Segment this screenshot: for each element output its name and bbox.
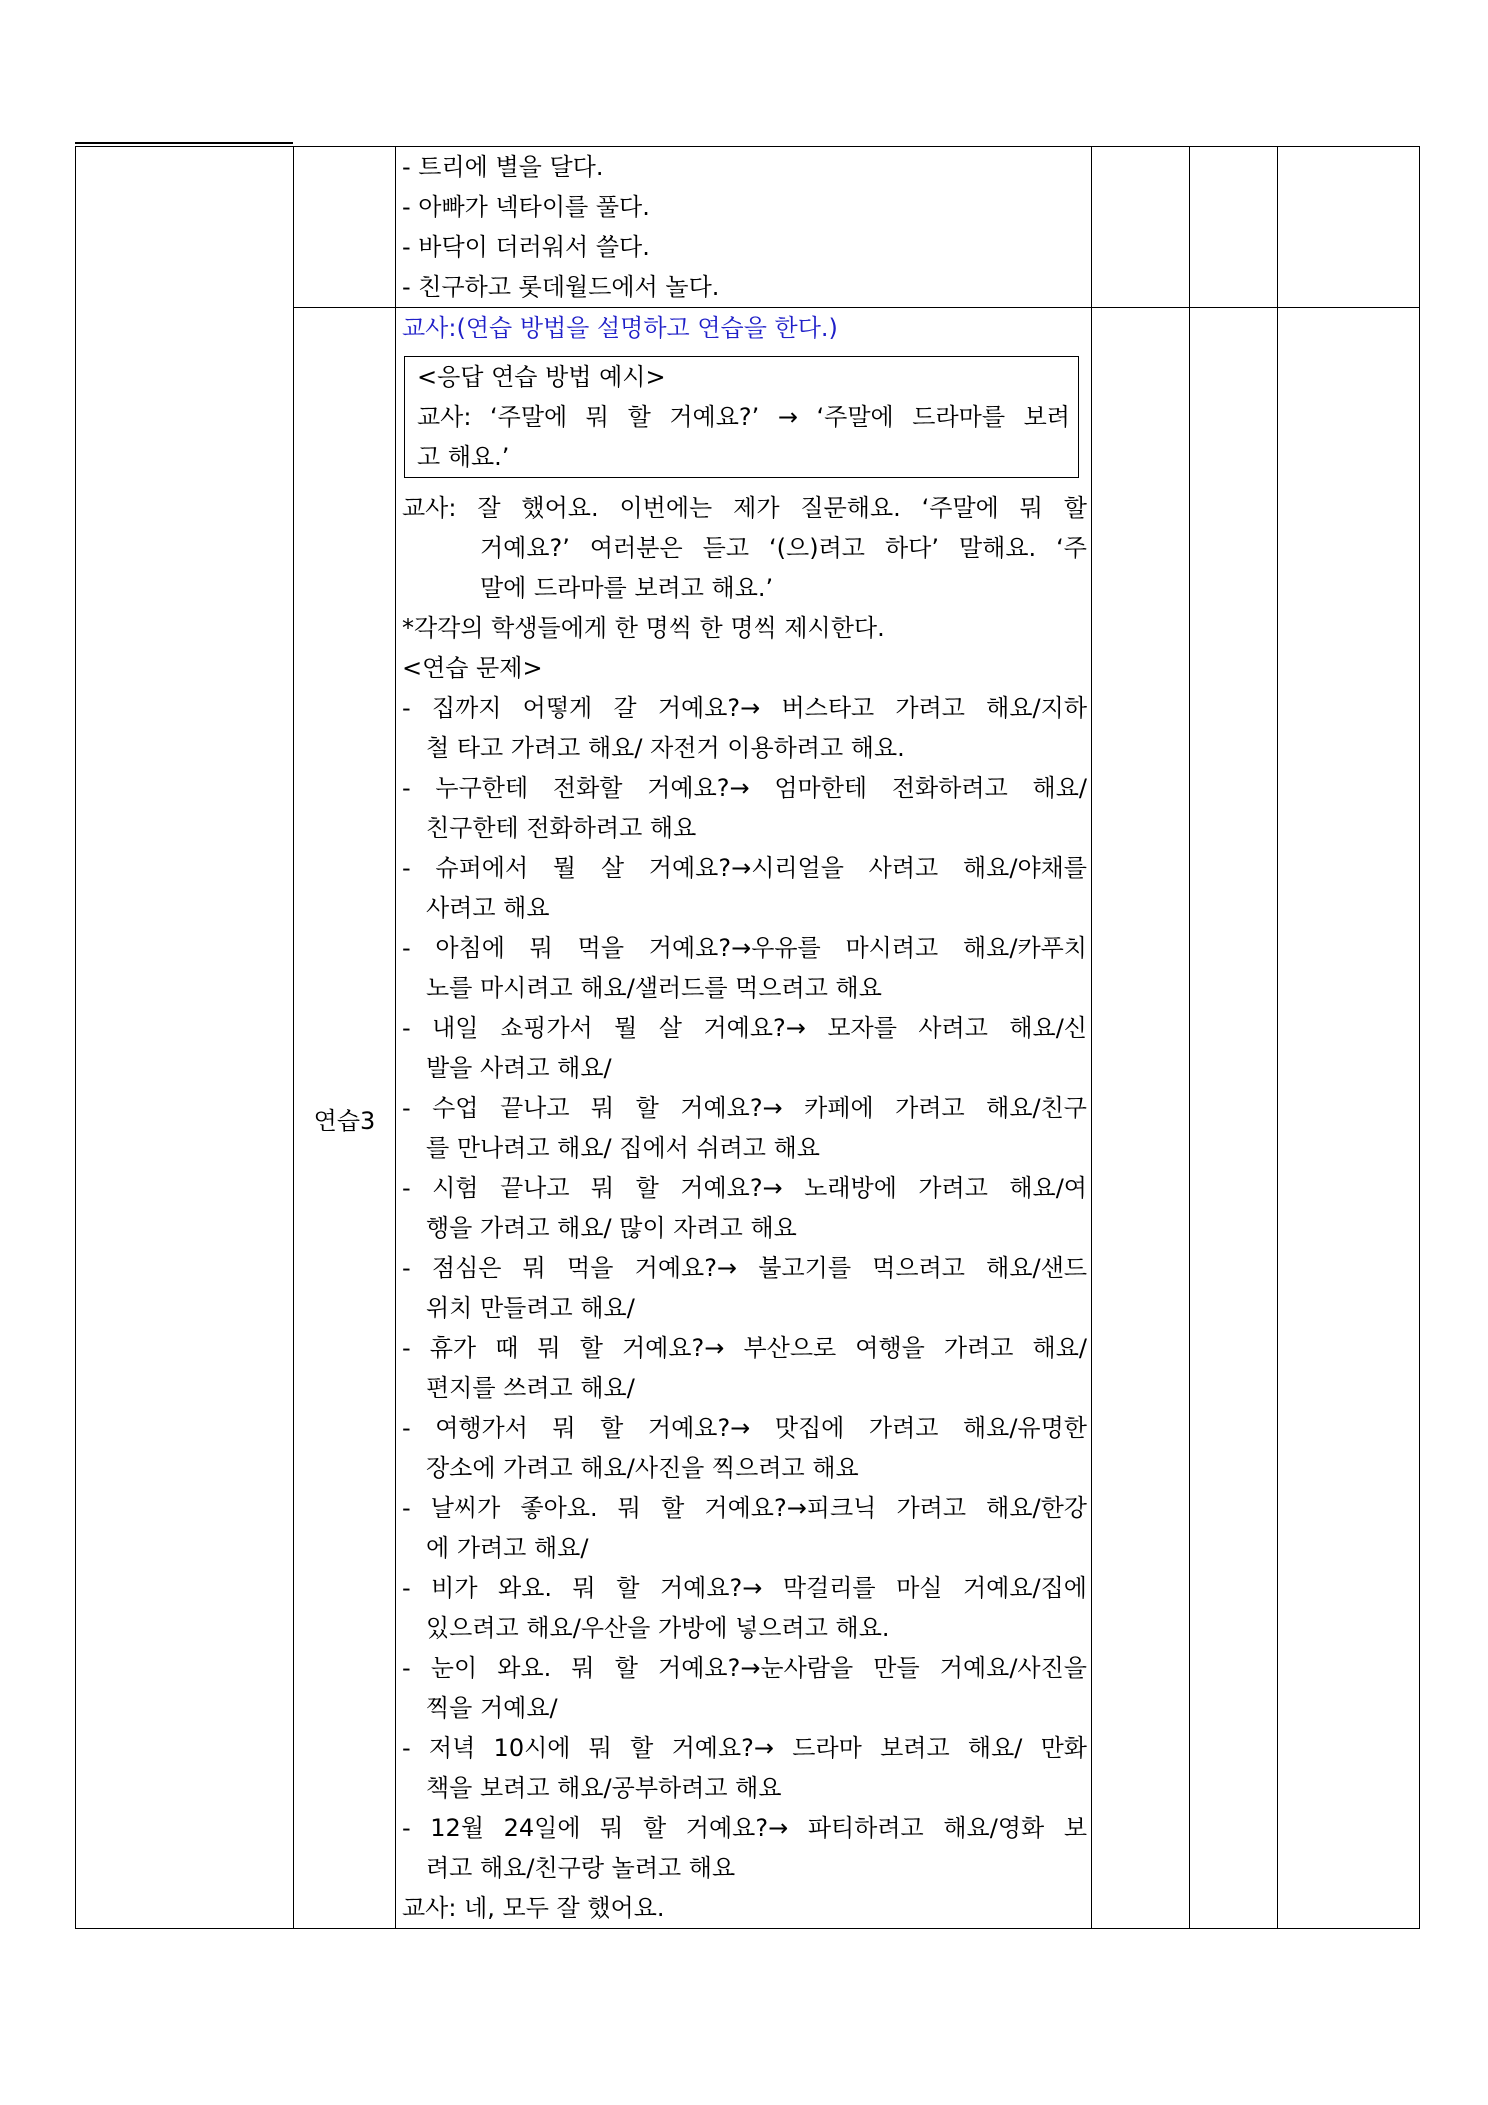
practice-item-line: - 날씨가 좋아요. 뭐 할 거예요?→피크닉 가려고 해요/한강 — [402, 1494, 1087, 1522]
practice-item — [402, 1488, 1087, 1568]
practice-item — [402, 928, 1087, 1008]
practice-item — [402, 848, 1087, 928]
content-cell-practice3 — [396, 308, 1092, 1929]
practice-item — [402, 1168, 1087, 1248]
time-cell — [1092, 308, 1190, 1929]
practice-item-line: 사려고 해요 — [426, 894, 550, 922]
practice-title: <연습 문제> — [402, 654, 543, 682]
practice-item-line: - 아침에 뭐 먹을 거예요?→우유를 마시려고 해요/카푸치 — [402, 934, 1087, 962]
practice-item — [402, 1328, 1087, 1408]
practice-item — [402, 688, 1087, 768]
practice-item-line: - 12월 24일에 뭐 할 거예요?→ 파티하려고 해요/영화 보 — [402, 1814, 1087, 1842]
practice-item-line: 장소에 가려고 해요/사진을 찍으려고 해요 — [426, 1454, 859, 1482]
page-top-rule — [75, 142, 293, 144]
time-cell — [1092, 147, 1190, 308]
instruction-text: 교사:(연습 방법을 설명하고 연습을 한다.) — [402, 314, 838, 342]
practice-item-line: - 수업 끝나고 뭐 할 거예요?→ 카페에 가려고 해요/친구 — [402, 1094, 1087, 1122]
example-box-line: 교사: ‘주말에 뭐 할 거예요?’ → ‘주말에 드라마를 보려 — [417, 403, 1070, 431]
practice-item-line: 에 가려고 해요/ — [426, 1534, 589, 1562]
example-box-line: 고 해요.’ — [417, 443, 510, 471]
practice-item-line: - 휴가 때 뭐 할 거예요?→ 부산으로 여행을 가려고 해요/ — [402, 1334, 1087, 1362]
closing-line: 교사: 네, 모두 잘 했어요. — [402, 1894, 665, 1922]
practice-item-line: 찍을 거예요/ — [426, 1694, 558, 1722]
example-box — [404, 356, 1079, 478]
sentence-item: - 아빠가 넥타이를 풀다. — [402, 193, 650, 221]
practice-item-line: - 누구한테 전화할 거예요?→ 엄마한테 전화하려고 해요/ — [402, 774, 1087, 802]
practice-item — [402, 1568, 1087, 1648]
material-cell — [1190, 147, 1278, 308]
practice-item-line: - 시험 끝나고 뭐 할 거예요?→ 노래방에 가려고 해요/여 — [402, 1174, 1087, 1202]
practice-item-line: 있으려고 해요/우산을 가방에 넣으려고 해요. — [426, 1614, 890, 1642]
practice-item-line: 노를 마시려고 해요/샐러드를 먹으려고 해요 — [426, 974, 882, 1002]
note-cell — [1278, 308, 1420, 1929]
note-cell — [1278, 147, 1420, 308]
practice-item-line: 친구한테 전화하려고 해요 — [426, 814, 697, 842]
sentence-item: - 친구하고 롯데월드에서 놀다. — [402, 273, 720, 301]
practice-item — [402, 1008, 1087, 1088]
practice-item-line: 발을 사려고 해요/ — [426, 1054, 612, 1082]
practice-item — [402, 1408, 1087, 1488]
practice-item — [402, 1728, 1087, 1808]
example-box-title: <응답 연습 방법 예시> — [417, 363, 666, 391]
practice-item-line: - 점심은 뭐 먹을 거예요?→ 불고기를 먹으려고 해요/샌드 — [402, 1254, 1087, 1282]
practice-item-line: 책을 보려고 해요/공부하려고 해요 — [426, 1774, 782, 1802]
practice-item — [402, 1808, 1087, 1888]
lesson-plan-table — [75, 146, 1420, 1929]
sentence-item: - 바닥이 더러워서 쓸다. — [402, 233, 650, 261]
practice-item-line: - 여행가서 뭐 할 거예요?→ 맛집에 가려고 해요/유명한 — [402, 1414, 1087, 1442]
teacher-line: 교사: 잘 했어요. 이번에는 제가 질문해요. ‘주말에 뭐 할 — [402, 494, 1087, 522]
instruction-note: *각각의 학생들에게 한 명씩 한 명씩 제시한다. — [402, 614, 885, 642]
practice-item-line: - 눈이 와요. 뭐 할 거예요?→눈사람을 만들 거예요/사진을 — [402, 1654, 1087, 1682]
practice-item — [402, 768, 1087, 848]
teacher-line: 말에 드라마를 보려고 해요.’ — [480, 574, 774, 602]
activity-label-cell-empty — [294, 147, 396, 308]
practice-item-line: 위치 만들려고 해요/ — [426, 1294, 635, 1322]
practice-item-line: - 비가 와요. 뭐 할 거예요?→ 막걸리를 마실 거예요/집에 — [402, 1574, 1087, 1602]
practice-item-line: - 슈퍼에서 뭘 살 거예요?→시리얼을 사려고 해요/야채를 — [402, 854, 1087, 882]
practice-item — [402, 1248, 1087, 1328]
practice-item-line: 행을 가려고 해요/ 많이 자려고 해요 — [426, 1214, 797, 1242]
sentence-list — [396, 147, 1091, 307]
practice-item-line: 려고 해요/친구랑 놀려고 해요 — [426, 1854, 736, 1882]
practice-item-line: - 내일 쇼핑가서 뭘 살 거예요?→ 모자를 사려고 해요/신 — [402, 1014, 1087, 1042]
practice-item-line: - 집까지 어떻게 갈 거예요?→ 버스타고 가려고 해요/지하 — [402, 694, 1087, 722]
practice-item-line: 편지를 쓰려고 해요/ — [426, 1374, 635, 1402]
practice-item — [402, 1648, 1087, 1728]
stage-cell — [76, 147, 294, 1929]
practice-item-line: 를 만나려고 해요/ 집에서 쉬려고 해요 — [426, 1134, 820, 1162]
practice-item-line: - 저녁 10시에 뭐 할 거예요?→ 드라마 보려고 해요/ 만화 — [402, 1734, 1087, 1762]
practice-item-line: 철 타고 가려고 해요/ 자전거 이용하려고 해요. — [426, 734, 905, 762]
practice-item — [402, 1088, 1087, 1168]
table-row-sentence-list — [76, 147, 1420, 308]
teacher-line: 거예요?’ 여러분은 듣고 ‘(으)려고 하다’ 말해요. ‘주 — [480, 534, 1087, 562]
activity-label-practice3: 연습3 — [294, 308, 396, 1929]
sentence-item: - 트리에 별을 달다. — [402, 153, 604, 181]
content-cell-sentences — [396, 147, 1092, 308]
material-cell — [1190, 308, 1278, 1929]
